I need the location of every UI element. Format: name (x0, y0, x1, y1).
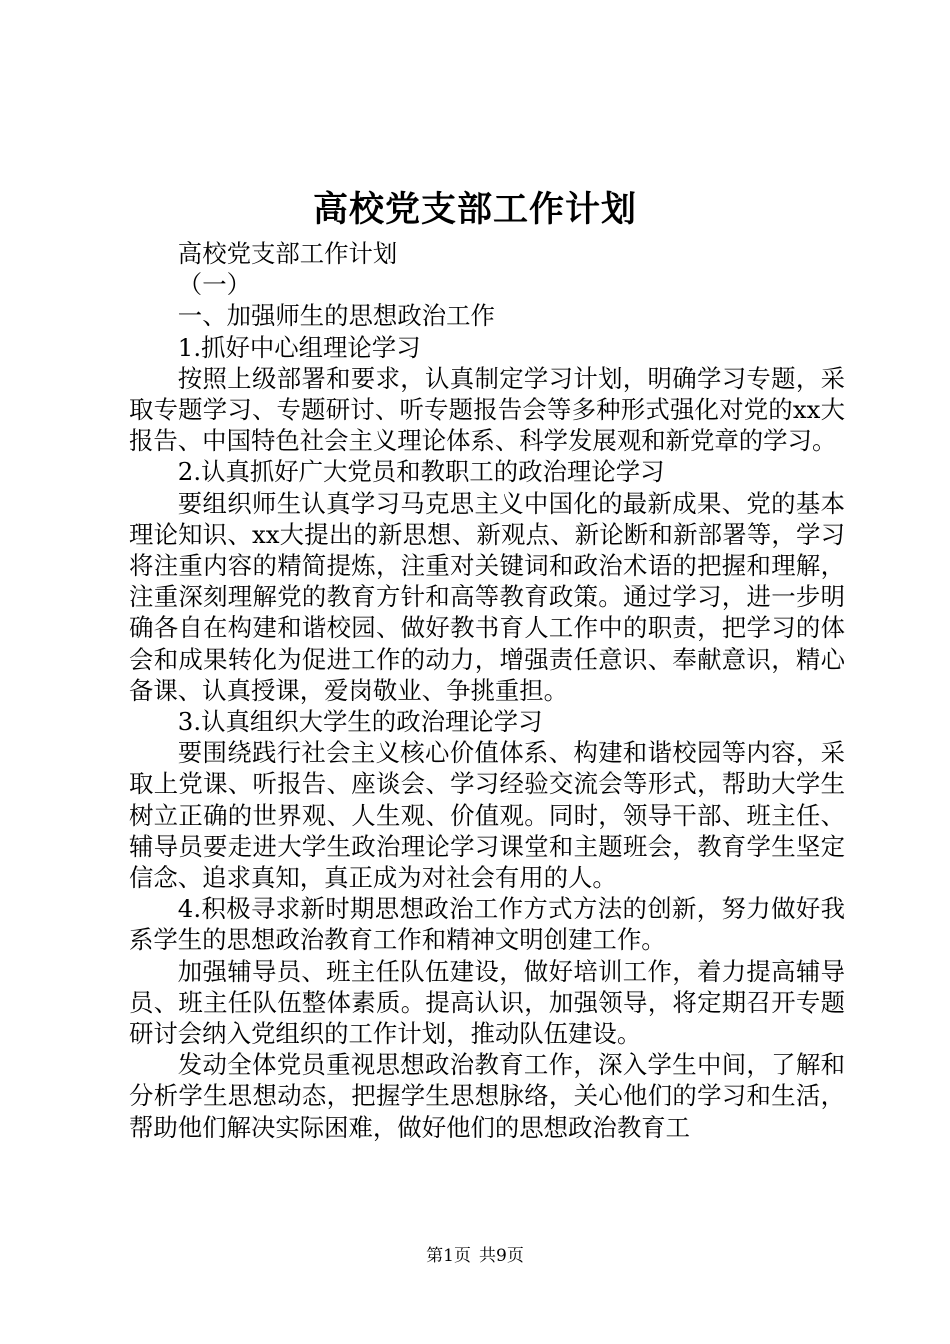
paragraph-item-3: 3.认真组织大学生的政治理论学习 (177, 707, 543, 737)
page-number: 第1页 (426, 1246, 471, 1266)
paragraph-body: 要组织师生认真学习马克思主义中国化的最新成果、党的基本理论知识、xx大提出的新思想、新观点、新论断和新部署等，学习将注重内容的精简提炼，注重对关键词和政治术语的把握和理解，注重深刻理解党的教育方针和高等教育政策。通过学习，进一步明确各自在构建和谐校园、做好教书育人工作中的职责，把学习的体会和成果转化为促进工作的动力，增强责任意识、奉献意识，精心备课、认真授课，爱岗敬业、争挑重担。 (129, 488, 845, 705)
paragraph-item-1: 1.抓好中心组理论学习 (177, 332, 421, 362)
paragraph-item-4: 4.积极寻求新时期思想政治工作方式方法的创新，努力做好我系学生的思想政治教育工作和精神文明创建工作。 (129, 894, 845, 955)
paragraph-item-2: 2.认真抓好广大党员和教职工的政治理论学习 (177, 457, 665, 487)
paragraph-section-number: （一） (177, 270, 251, 300)
paragraph-body: 加强辅导员、班主任队伍建设，做好培训工作，着力提高辅导员、班主任队伍整体素质。提高认识，加强领导，将定期召开专题研讨会纳入党组织的工作计划，推动队伍建设。 (129, 956, 845, 1049)
document-title: 高校党支部工作计划 (312, 189, 637, 230)
paragraph-body: 要围绕践行社会主义核心价值体系、构建和谐校园等内容，采取上党课、听报告、座谈会、学习经验交流会等形式，帮助大学生树立正确的世界观、人生观、价值观。同时，领导干部、班主任、辅导员要走进大学生政治理论学习课堂和主题班会，教育学生坚定信念、追求真知，真正成为对社会有用的人。 (129, 738, 845, 893)
page-total: 共9页 (479, 1246, 524, 1266)
paragraph-subtitle: 高校党支部工作计划 (177, 239, 398, 268)
paragraph-body: 按照上级部署和要求，认真制定学习计划，明确学习专题，采取专题学习、专题研讨、听专题报告会等多种形式强化对党的xx大报告、中国特色社会主义理论体系、科学发展观和新党章的学习。 (129, 363, 845, 456)
paragraph-body: 发动全体党员重视思想政治教育工作，深入学生中间，了解和分析学生思想动态，把握学生思想脉络，关心他们的学习和生活，帮助他们解决实际困难，做好他们的思想政治教育工 (129, 1050, 845, 1142)
page-footer (0, 1245, 950, 1267)
document-body (129, 238, 845, 1143)
paragraph-heading-1: 一、加强师生的思想政治工作 (177, 301, 495, 331)
